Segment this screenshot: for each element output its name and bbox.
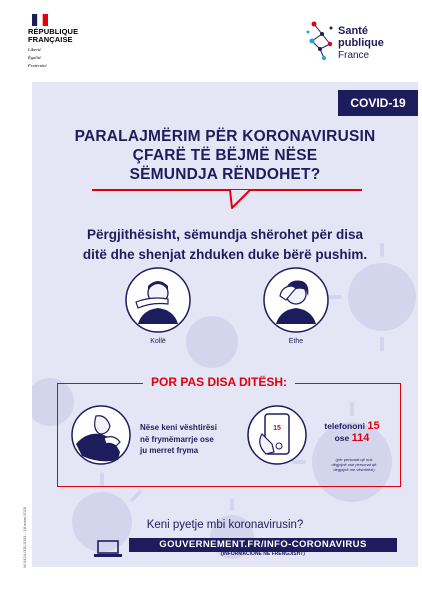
fever-icon [262, 266, 330, 334]
breathing-text [140, 422, 240, 457]
hearing-note-2: dëgjojnë ose personat që [331, 462, 377, 467]
motto-2: Égalité [28, 55, 41, 60]
phone-screen-number: 15 [273, 425, 281, 432]
breath-line-3: ju merret fryma [140, 446, 199, 455]
breath-line-1: Nëse keni vështirësi [140, 423, 217, 432]
republic-line-1: RÉPUBLIQUE [28, 27, 79, 36]
title-line-3: SËMUNDJA RËNDOHET? [129, 166, 321, 183]
marianne-flag-icon [32, 14, 48, 26]
call-text [312, 420, 392, 444]
document-reference: W-0424-005-2003 – 18 mars 2020 [22, 506, 27, 568]
intro-line-1: Përgjithësisht, sëmundja shërohet për disa [86, 227, 364, 242]
agency-line-1: Santé [338, 25, 368, 37]
info-url-link[interactable]: GOUVERNEMENT.FR/INFO-CORONAVIRUS [129, 538, 397, 552]
alert-heading: POR PAS DISA DITËSH: [143, 374, 295, 390]
breathing-difficulty-icon [70, 404, 132, 466]
republic-line-2: FRANÇAISE [28, 35, 73, 44]
emergency-number-15: 15 [367, 420, 380, 432]
info-url-note: (INFORMACIONE NË FRËNGJISHT) [221, 551, 305, 557]
breath-line-2: në frymëmarrje ose [140, 434, 214, 444]
speech-bubble-underline [92, 186, 362, 212]
hearing-note-3: dëgjojnë me vështirësi) [333, 467, 375, 472]
cough-icon [124, 266, 192, 334]
molecule-logo-icon [304, 14, 336, 64]
agency-line-3: France [338, 50, 370, 61]
call-or: ose [334, 433, 350, 443]
main-panel [32, 82, 418, 567]
intro-line-2: ditë dhe shenjat zhduken duke bërë pushim. [82, 247, 368, 262]
phone-call-icon [246, 404, 308, 466]
covid-badge: COVID-19 [338, 90, 418, 116]
symptom-caption-cough: Kollë [150, 338, 166, 345]
laptop-icon [94, 540, 122, 558]
sante-publique-france-logo [304, 14, 404, 64]
title-line-1: PARALAJMËRIM PËR KORONAVIRUSIN [74, 128, 376, 145]
title-line-2: ÇFARË TË BËJMË NËSE [132, 147, 318, 164]
emergency-number-114: 114 [351, 432, 370, 444]
motto-3: Fraternité [28, 63, 47, 68]
motto-1: Liberté [28, 47, 41, 52]
hearing-note-1: (për personat që nuk [335, 457, 373, 462]
agency-line-2: publique [338, 37, 384, 49]
call-label: telefononi [324, 421, 365, 431]
symptom-caption-fever: Ethe [288, 338, 304, 345]
footer-question: Keni pyetje mbi koronavirusin? [146, 519, 304, 531]
republique-francaise-logo [28, 14, 98, 68]
hearing-note [316, 457, 392, 472]
